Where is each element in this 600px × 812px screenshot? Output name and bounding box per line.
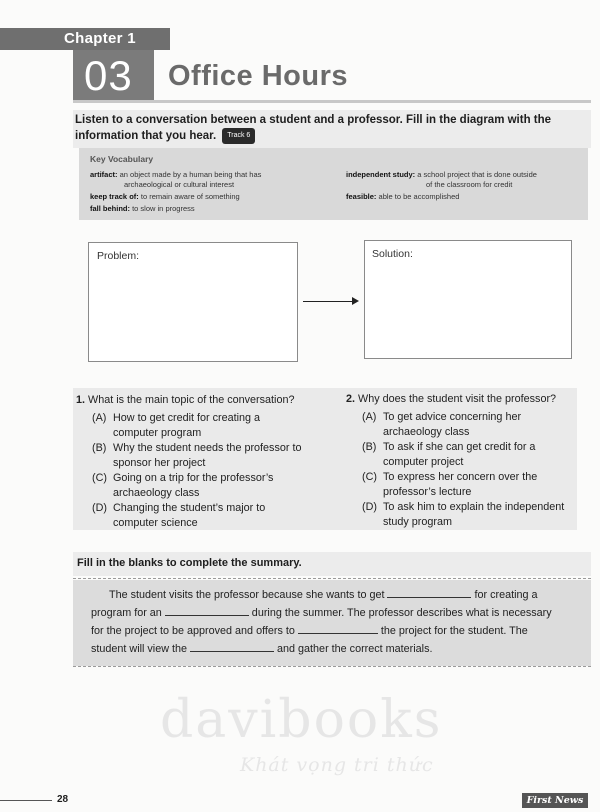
option-letter: (C)	[362, 471, 377, 483]
unit-number: 03	[84, 52, 133, 99]
dashed-divider	[73, 666, 591, 667]
summary-text: during the summer. The professor describes what is necessary for the project to be approved and offers to	[91, 607, 552, 637]
track-badge: Track 6	[222, 128, 255, 145]
arrow-head-icon	[352, 297, 359, 305]
vocab-item	[90, 192, 340, 202]
vocabulary-heading: Key Vocabulary	[90, 154, 154, 164]
option-text: computer science	[113, 517, 198, 529]
arrow-icon	[303, 301, 355, 302]
vocab-term: fall behind:	[90, 204, 130, 213]
option-text: To ask if she can get credit for a	[383, 441, 536, 453]
question-1-stem	[76, 394, 294, 406]
summary-text: The student visits the professor because she wants to get	[109, 589, 388, 601]
vocab-item	[90, 204, 340, 214]
question-number: 2.	[346, 393, 356, 405]
question-1-option-d[interactable]	[92, 501, 332, 531]
vocab-item	[346, 192, 586, 202]
option-text: To get advice concerning her	[383, 411, 522, 423]
footer-rule	[0, 800, 52, 801]
option-letter: (B)	[362, 441, 377, 453]
question-1-option-a[interactable]	[92, 411, 332, 441]
summary-blank-1[interactable]	[387, 587, 471, 598]
option-letter: (A)	[92, 412, 107, 424]
option-letter: (D)	[362, 501, 377, 513]
vocab-definition-cont: archaeological or cultural interest	[124, 179, 235, 189]
option-text: Changing the student’s major to	[113, 502, 266, 514]
option-letter: (A)	[362, 411, 377, 423]
problem-label: Problem:	[97, 250, 140, 262]
option-text: sponsor her project	[113, 457, 206, 469]
vocab-definition: an object made by a human being that has	[119, 170, 262, 179]
option-text: Why the student needs the professor to	[113, 442, 302, 454]
summary-text: the project for the student. The student will view the	[91, 625, 528, 655]
question-text: What is the main topic of the conversation?	[88, 394, 295, 406]
question-number: 1.	[76, 394, 86, 406]
chapter-label: Chapter 1	[64, 30, 136, 47]
option-text: professor’s lecture	[383, 486, 472, 498]
option-text: archaeology class	[113, 487, 200, 499]
option-text: To express her concern over the	[383, 471, 538, 483]
question-2-option-b[interactable]	[362, 440, 587, 470]
vocab-term: independent study:	[346, 170, 416, 179]
summary-text: for creating a program for an	[91, 589, 538, 619]
page-number: 28	[57, 794, 69, 805]
title-divider	[73, 100, 591, 103]
question-2-option-d[interactable]	[362, 500, 587, 530]
vocab-definition: a school project that is done outside	[417, 170, 537, 179]
option-letter: (B)	[92, 442, 107, 454]
instruction-text: Listen to a conversation between a student and a professor. Fill in the diagram with the information that you hear.	[75, 114, 552, 142]
vocab-definition: to slow in progress	[132, 204, 195, 213]
vocab-term: feasible:	[346, 192, 377, 201]
unit-title: Office Hours	[168, 60, 349, 92]
vocab-definition: to remain aware of something	[140, 192, 240, 201]
solution-label: Solution:	[372, 248, 413, 260]
listening-instruction	[75, 113, 565, 144]
question-2-option-a[interactable]	[362, 410, 587, 440]
publisher-logo: First News	[522, 793, 588, 808]
summary-blank-2[interactable]	[165, 605, 249, 616]
question-1-option-c[interactable]	[92, 471, 332, 501]
option-text: Going on a trip for the professor’s	[113, 472, 274, 484]
summary-heading: Fill in the blanks to complete the summary.	[77, 557, 302, 569]
option-letter: (D)	[92, 502, 107, 514]
option-text: To ask him to explain the independent	[383, 501, 565, 513]
vocab-item	[90, 170, 340, 189]
vocab-term: artifact:	[90, 170, 118, 179]
summary-paragraph	[91, 586, 559, 658]
question-2-option-c[interactable]	[362, 470, 587, 500]
dashed-divider	[73, 578, 591, 579]
vocab-term: keep track of:	[90, 192, 139, 201]
question-1-option-b[interactable]	[92, 441, 332, 471]
vocab-definition-cont: of the classroom for credit	[426, 179, 513, 189]
question-text: Why does the student visit the professor?	[358, 393, 557, 405]
summary-text: and gather the correct materials.	[274, 643, 433, 655]
summary-blank-3[interactable]	[298, 623, 378, 634]
option-text: How to get credit for creating a	[113, 412, 261, 424]
option-letter: (C)	[92, 472, 107, 484]
watermark-brand: davibooks	[160, 690, 443, 750]
vocab-item	[346, 170, 586, 189]
vocab-definition: able to be accomplished	[378, 192, 460, 201]
option-text: archaeology class	[383, 426, 470, 438]
watermark-tagline: Khát vọng tri thức	[240, 754, 434, 776]
summary-blank-4[interactable]	[190, 641, 274, 652]
option-text: study program	[383, 516, 453, 528]
question-2-stem	[346, 393, 556, 405]
option-text: computer project	[383, 456, 464, 468]
option-text: computer program	[113, 427, 202, 439]
